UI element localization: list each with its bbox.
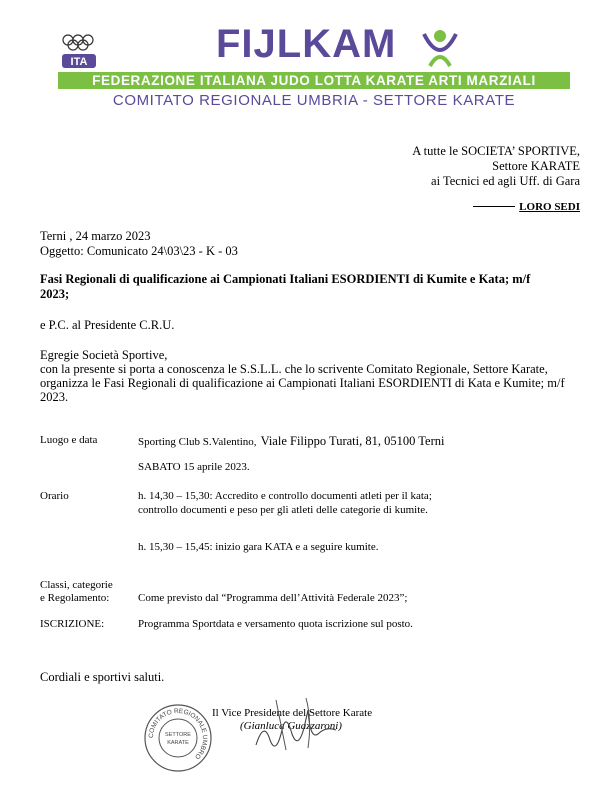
iscrizione-label: ISCRIZIONE: [40,618,105,630]
classi-label-2: e Regolamento: [40,592,110,604]
body-line-3: 2023. [40,390,69,404]
athlete-figure-icon [420,26,460,70]
federation-logo [58,30,108,72]
committee-name: COMITATO REGIONALE UMBRIA - SETTORE KARATE [112,92,516,109]
letter-title-line-2: 2023; [40,287,70,301]
classi-label-1: Classi, categorie [40,579,113,591]
federation-name: FEDERAZIONE ITALIANA JUDO LOTTA KARATE ARTI MARZIALI [92,73,536,88]
loro-sedi-text: LORO SEDI [519,201,580,213]
recipient-line-2: Settore KARATE [492,159,580,173]
handwritten-signature [246,690,346,760]
body-line-1: con la presente si porta a conoscenza le S.S.L.L. che lo scrivente Comitato Regionale, Settore Karate, [40,362,548,376]
recipient-line-3: ai Tecnici ed agli Uff. di Gara [431,174,580,188]
signature-name: (Gianluca Guazzaroni) [240,720,342,732]
svg-text:ITA: ITA [70,56,88,68]
orario-line-1: h. 14,30 – 15,30: Accredito e controllo documenti atleti per il kata; [138,490,432,502]
body-line-2: organizza le Fasi Regionali di qualificazione ai Campionati Italiani ESORDIENTI di Kata e Kumite; m/f [40,376,565,390]
recipient-line-1: A tutte le SOCIETA’ SPORTIVE, [412,144,580,158]
luogo-value [138,432,444,450]
orario-label: Orario [40,490,69,502]
recipient-loro-sedi [473,198,580,215]
event-date: SABATO 15 aprile 2023. [138,461,250,473]
luogo-label: Luogo e data [40,434,98,446]
brand-logo-text: FIJLKAM [216,22,397,66]
olympic-rings-icon [58,30,108,72]
stamp-outer-text: COMITATO REGIONALE UMBRO [147,707,209,761]
closing: Cordiali e sportivi saluti. [40,670,165,684]
luogo-venue: Sporting Club S.Valentino, [138,436,257,448]
letter-title-line-1: Fasi Regionali di qualificazione ai Campionati Italiani ESORDIENTI di Kumite e Kata; m/f [40,272,531,286]
orario-line-3: h. 15,30 – 15,45: inizio gara KATA e a seguire kumite. [138,541,379,553]
signature-role: Il Vice Presidente del Settore Karate [212,707,373,719]
place-date: Terni , 24 marzo 2023 [40,229,151,243]
luogo-address: Viale Filippo Turati, 81, 05100 Terni [260,434,445,448]
stamp-inner-text-2: KARATE [167,740,189,746]
cc-line: e P.C. al Presidente C.R.U. [40,318,175,332]
iscrizione-value: Programma Sportdata e versamento quota iscrizione sul posto. [138,618,413,630]
official-stamp [143,703,213,773]
loro-sedi-rule [473,206,515,207]
greeting: Egregie Società Sportive, [40,348,168,362]
classi-value: Come previsto dal “Programma dell’Attività Federale 2023”; [138,592,408,604]
orario-line-2: controllo documenti e peso per gli atleti delle categorie di kumite. [138,504,428,516]
stamp-inner-text-1: SETTORE [165,732,191,738]
subject-line: Oggetto: Comunicato 24\03\23 - K - 03 [40,244,238,258]
